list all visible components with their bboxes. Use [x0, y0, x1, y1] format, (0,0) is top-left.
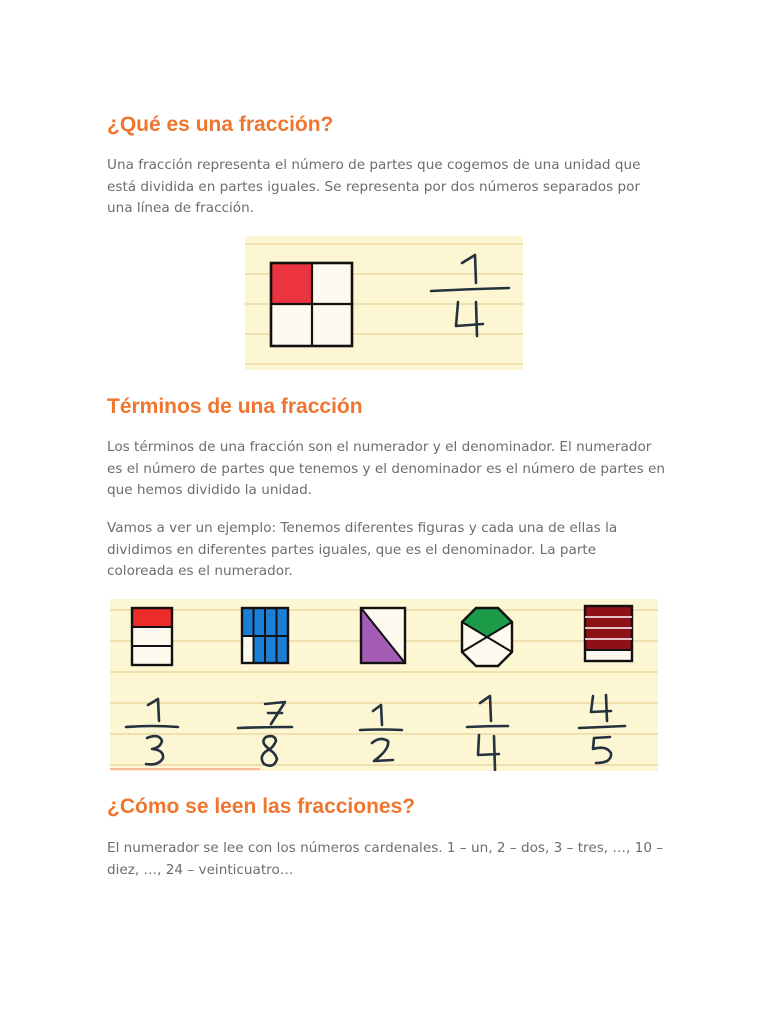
heading-como-se-leen: ¿Cómo se leen las fracciones?	[107, 795, 416, 818]
shape-eighths	[242, 608, 288, 663]
shape-halves	[361, 608, 405, 663]
shape-thirds	[132, 608, 172, 665]
shape-fifths	[585, 606, 632, 661]
illustration-fraction-examples	[110, 599, 658, 771]
paragraph-lectura: El numerador se lee con los números cardenales. 1 – un, 2 – dos, 3 – tres, …, 10 – diez, …, 24 – veinticuatro…	[107, 840, 664, 878]
paragraph-definicion: Una fracción representa el número de partes que cogemos de una unidad que está dividida en partes iguales. Se representa por dos números separados por una línea de fracción.	[107, 157, 641, 216]
illustration-one-quarter	[245, 236, 523, 370]
shape-octagon-quarters	[462, 608, 512, 666]
paragraph-terminos: Los términos de una fracción son el numerador y el denominador. El numerador es el número de partes que tenemos y el denominador es el número de partes en que hemos dividido la unidad.	[107, 439, 666, 498]
shaded-quarter	[271, 263, 312, 304]
square-quarters	[271, 263, 352, 346]
paragraph-ejemplo: Vamos a ver un ejemplo: Tenemos diferentes figuras y cada una de ellas la dividimos en diferentes partes iguales, que es el denominador. La parte coloreada es el numerador.	[107, 520, 618, 579]
heading-terminos-de-una-fraccion: Términos de una fracción	[107, 395, 363, 418]
heading-que-es-una-fraccion: ¿Qué es una fracción?	[107, 113, 334, 136]
